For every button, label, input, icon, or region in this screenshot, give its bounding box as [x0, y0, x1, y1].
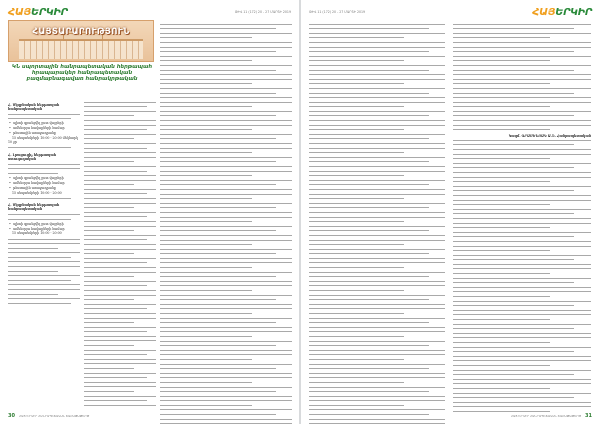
left-issue-info: ԹԻՎ 11 (172) 20 - 27 ՄԱՐՏԻ 2019 — [234, 10, 291, 14]
signature-block: Կազմ. ԳՐԱՍԵՆՅԱԿ Ա.Ն. Հանրապետական — [508, 133, 591, 138]
right-logo-part1: ՀԱՅ — [532, 6, 556, 18]
left-page — [0, 0, 299, 424]
banner-title: ՀԱՅՏԱՐԱՐՈՒԹՅՈՒՆ — [32, 27, 130, 37]
list-item: • ամենօրյա հավաքների համար — [8, 126, 80, 130]
right-page-column-1 — [309, 22, 445, 424]
announcement-banner — [8, 20, 154, 62]
building-graphic — [19, 39, 143, 59]
right-running-header — [309, 6, 592, 18]
right-logo — [532, 7, 592, 18]
section-note: 15 սեպտեմբերի 10:00 - 20:00 մեկնարկ 10 ջր — [8, 135, 78, 145]
left-logo-part1: ՀԱՅ — [8, 6, 32, 18]
list-item: • պիտի գրանցվել ըստ վայրերի — [8, 176, 80, 180]
left-running-header — [8, 6, 291, 18]
list-item: • ամենօրյա հավաքների համար — [8, 181, 80, 185]
footer-text: ՀԱՅ ԵՐԿԻՐ ՀԱՆՐԱՊԵՏԱԿԱՆ ՇԱԲԱԹԱԹԵՐԹ — [18, 414, 90, 418]
section-heading: Հ. Սկզբնական հերթապահ հանրապետական — [8, 102, 60, 111]
left-footer — [8, 412, 291, 420]
list-item: • ամենօրյա հավաքների համար — [8, 227, 80, 231]
list-item: • պիտի գրանցվել ըստ վայրերի — [8, 222, 80, 226]
left-logo-part2: ԵՐԿԻՐ — [31, 6, 68, 18]
page-number: 31 — [585, 413, 592, 419]
announcement-subhead: ԿՆ սպորտային հանրապետական հերթապահ հրապարակեր հանրապետական բազմաբնագավառ հանրակրթական — [11, 64, 153, 83]
list-item: • թեստային առաջադրանք — [8, 131, 80, 135]
left-page-column-1 — [8, 100, 80, 306]
right-footer — [309, 412, 592, 420]
right-logo-part2: ԵՐԿԻՐ — [555, 6, 592, 18]
right-page-column-2 — [453, 22, 591, 414]
section-heading: Հ. Սկզբնական հերթապահ հանրապետական — [8, 202, 60, 212]
list-item: • թեստային առաջադրանք — [8, 186, 80, 190]
footer-text: ՀԱՅ ԵՐԿԻՐ ՀԱՆՐԱՊԵՏԱԿԱՆ ՇԱԲԱԹԱԹԵՐԹ — [510, 414, 582, 418]
section-note: 15 սեպտեմբերի 10:00 - 20:00 — [12, 231, 62, 236]
right-page — [301, 0, 600, 424]
section-note: 15 սեպտեմբերի 10:00 - 20:00 — [12, 190, 62, 195]
left-logo — [8, 7, 68, 18]
page-number: 30 — [8, 413, 15, 419]
section-heading: Հ. Լրացուցիչ հերթապահ ստուգողական — [8, 152, 57, 161]
left-page-column-2 — [84, 100, 156, 408]
left-page-column-3 — [160, 22, 292, 424]
right-issue-info: ԹԻՎ 11 (172) 20 - 27 ՄԱՐՏԻ 2019 — [309, 10, 366, 14]
list-item: • պիտի գրանցվել ըստ վայրերի — [8, 121, 80, 125]
